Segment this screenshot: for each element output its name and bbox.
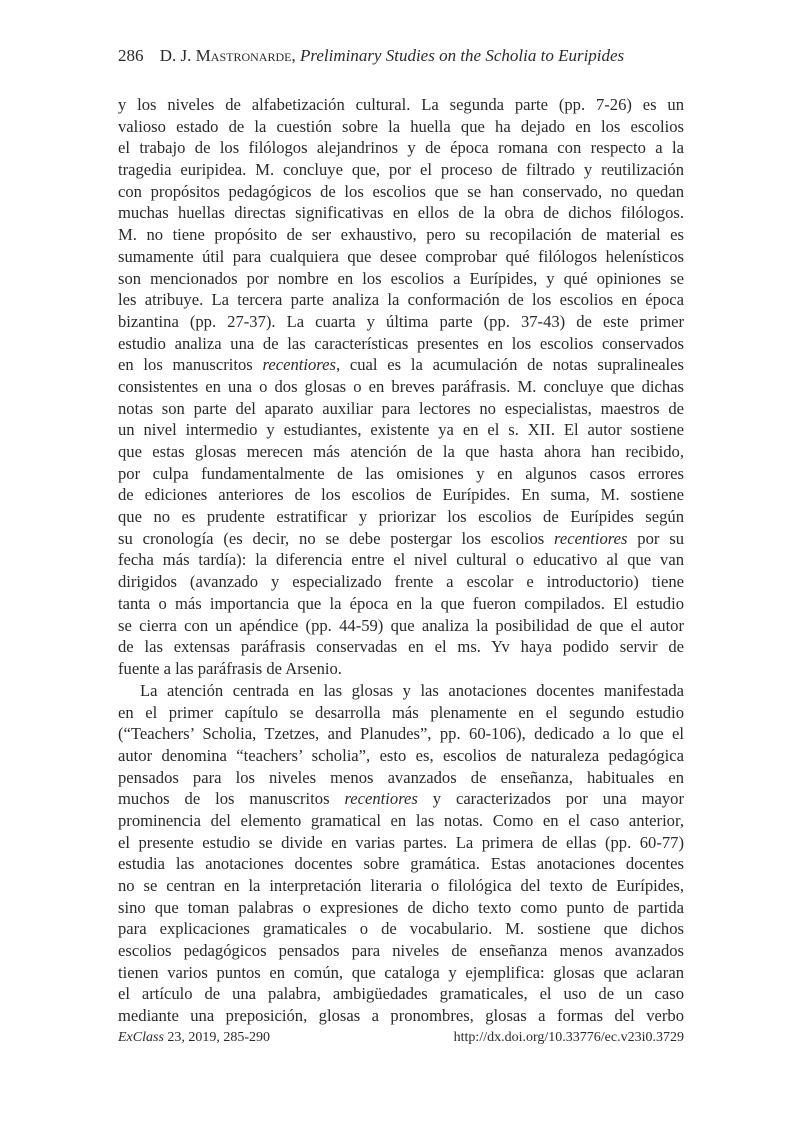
text-line xyxy=(118,1005,684,1027)
text-line xyxy=(118,94,684,116)
text-run: tienen varios puntos en común, que cataloga y ejemplifica: glosas que aclaran xyxy=(118,962,684,982)
text-line xyxy=(118,940,684,962)
text-line xyxy=(118,506,684,528)
text-line xyxy=(118,159,684,181)
text-run: consistentes en una o dos glosas o en breves paráfrasis. M. concluye que dichas xyxy=(118,376,684,396)
text-run: por culpa fundamentalmente de las omisiones y en algunos casos errores xyxy=(118,463,684,483)
journal-name: ExClass xyxy=(118,1030,164,1045)
text-line xyxy=(118,137,684,159)
text-line xyxy=(118,116,684,138)
text-line xyxy=(118,202,684,224)
text-run: se cierra con un apéndice (pp. 44-59) que analiza la posibilidad de que el autor xyxy=(118,615,684,635)
text-run: son mencionados por nombre en los escolios a Eurípides, y qué opiniones se xyxy=(118,268,684,288)
text-line xyxy=(118,246,684,268)
running-header: 286 D. J. Mastronarde, Preliminary Studies on the Scholia to Euripides xyxy=(118,46,625,65)
text-line xyxy=(118,463,684,485)
text-line xyxy=(118,788,684,810)
text-run: que estas glosas merecen más atención de la que hasta ahora han recibido, xyxy=(118,442,684,461)
text-line xyxy=(118,702,684,724)
text-run: , cual es la acumulación de notas supralineales xyxy=(335,355,684,375)
book-title: Preliminary Studies on the Scholia to Euripides xyxy=(299,46,625,65)
italic-term: recentiores xyxy=(554,528,628,548)
text-run: M. no tiene propósito de ser exhaustivo, pero su recopilación de material es xyxy=(118,225,684,245)
text-run: notas son parte del aparato auxiliar para lectores no especialistas, maestros de xyxy=(118,398,684,418)
text-line xyxy=(118,593,684,615)
text-run: pensados para los niveles menos avanzados de enseñanza, habituales en xyxy=(118,767,684,787)
text-run: fecha más tardía): la diferencia entre el nivel cultural o educativo al que van xyxy=(118,550,684,570)
text-line xyxy=(118,419,684,441)
text-line xyxy=(118,745,684,767)
text-run: fuente a las paráfrasis de Arsenio. xyxy=(118,658,342,678)
text-line xyxy=(118,333,684,355)
article-body xyxy=(118,94,684,1027)
text-line xyxy=(118,810,684,832)
text-run: escolios pedagógicos pensados para niveles de enseñanza menos avanzados xyxy=(118,941,684,961)
text-line xyxy=(118,767,684,789)
text-run: La atención centrada en las glosas y las anotaciones docentes manifestada xyxy=(140,680,684,700)
text-run: estudio analiza una de las características presentes en los escolios conservados xyxy=(118,333,684,353)
text-run: para explicaciones gramaticales o de vocabulario. M. sostiene que dichos xyxy=(118,919,684,939)
text-run: valioso estado de la cuestión sobre la huella que ha dejado en los escolios xyxy=(118,116,684,136)
paragraph xyxy=(118,680,684,1027)
text-line xyxy=(118,962,684,984)
text-run: el artículo de una palabra, ambigüedades gramaticales, el uso de un caso xyxy=(118,984,684,1004)
text-line xyxy=(118,571,684,593)
italic-term: recentiores xyxy=(344,789,418,809)
text-run: de ediciones anteriores de los escolios de Eurípides. En suma, M. sostiene xyxy=(118,485,684,505)
page-footer xyxy=(118,1030,684,1046)
author-initials: D. J. xyxy=(159,46,192,65)
text-line xyxy=(118,398,684,420)
volume-pages: 23, 2019, 285-290 xyxy=(163,1030,271,1045)
text-run: en el primer capítulo se desarrolla más plenamente en el segundo estudio xyxy=(118,702,684,722)
text-line xyxy=(118,311,684,333)
text-line xyxy=(118,983,684,1005)
text-run: un nivel intermedio y estudiantes, existente ya en el s. XII. El autor sostiene xyxy=(118,420,684,440)
text-line xyxy=(118,376,684,398)
text-run: que no es prudente estratificar y priorizar los escolios de Eurípides según xyxy=(118,507,684,527)
text-line xyxy=(118,289,684,311)
text-line xyxy=(118,549,684,571)
text-run: prominencia del elemento gramatical en las notas. Como en el caso anterior, xyxy=(118,810,684,830)
text-run: mediante una preposición, glosas a pronombres, glosas a formas del verbo xyxy=(118,1006,684,1026)
text-run: el trabajo de los filólogos alejandrinos y de época romana con respecto a la xyxy=(118,138,684,158)
paragraph xyxy=(118,94,684,680)
text-line xyxy=(118,268,684,290)
journal-citation xyxy=(118,1030,270,1046)
text-run: su cronología (es decir, no se debe postergar los escolios xyxy=(118,528,555,548)
text-line xyxy=(118,354,684,376)
text-line xyxy=(118,615,684,637)
text-run: (“Teachers’ Scholia, Tzetzes, and Planudes”, pp. 60-106), dedicado a lo que el xyxy=(118,724,684,744)
text-run: no se centran en la interpretación literaria o filológica del texto de Eurípides, xyxy=(118,876,684,896)
text-run: sino que toman palabras o expresiones de dicho texto como punto de partida xyxy=(118,897,684,917)
text-line xyxy=(118,441,684,463)
text-line xyxy=(118,484,684,506)
text-run: de las extensas paráfrasis conservadas en el ms. Yv haya podido servir de xyxy=(118,637,684,657)
text-line xyxy=(118,723,684,745)
author-surname: Mastronarde xyxy=(195,46,292,65)
text-run: autor denomina “teachers’ scholia”, esto es, escolios de naturaleza pedagógica xyxy=(118,745,684,765)
text-line xyxy=(118,528,684,550)
text-line xyxy=(118,897,684,919)
text-line xyxy=(118,832,684,854)
text-run: muchas huellas directas significativas en ellos de la obra de dichos filólogos. xyxy=(118,203,684,223)
text-run: y los niveles de alfabetización cultural. La segunda parte (pp. 7-26) es un xyxy=(118,95,684,114)
text-line xyxy=(118,680,684,702)
text-line xyxy=(118,224,684,246)
text-run: les atribuye. La tercera parte analiza la conformación de los escolios en época xyxy=(118,290,684,310)
text-run: bizantina (pp. 27-37). La cuarta y última parte (pp. 37-43) de este primer xyxy=(118,311,684,331)
text-run: por su xyxy=(627,528,685,548)
text-line xyxy=(118,636,684,658)
text-run: el presente estudio se divide en varias partes. La primera de ellas (pp. 60-77) xyxy=(118,832,684,852)
text-line xyxy=(118,875,684,897)
text-line xyxy=(118,658,684,680)
page-number: 286 xyxy=(118,46,144,65)
text-run: tragedia euripidea. M. concluye que, por el proceso de filtrado y reutilización xyxy=(118,160,684,180)
text-run: tanta o más importancia que la época en la que fueron compilados. El estudio xyxy=(118,593,684,613)
text-line xyxy=(118,853,684,875)
text-run: muchos de los manuscritos xyxy=(118,789,345,809)
text-run: en los manuscritos xyxy=(118,355,263,375)
text-line xyxy=(118,918,684,940)
text-run: estudia las anotaciones docentes sobre gramática. Estas anotaciones docentes xyxy=(118,854,684,874)
text-run: dirigidos (avanzado y especializado frente a escolar e introductorio) tiene xyxy=(118,572,684,592)
text-run: sumamente útil para cualquiera que desee comprobar qué filólogos helenísticos xyxy=(118,246,684,266)
italic-term: recentiores xyxy=(262,355,336,375)
text-run: y caracterizados por una mayor xyxy=(417,789,684,809)
doi-link[interactable]: http://dx.doi.org/10.33776/ec.v23i0.3729 xyxy=(453,1030,684,1045)
text-line xyxy=(118,181,684,203)
text-run: con propósitos pedagógicos de los escolios que se han conservado, no quedan xyxy=(118,181,684,201)
